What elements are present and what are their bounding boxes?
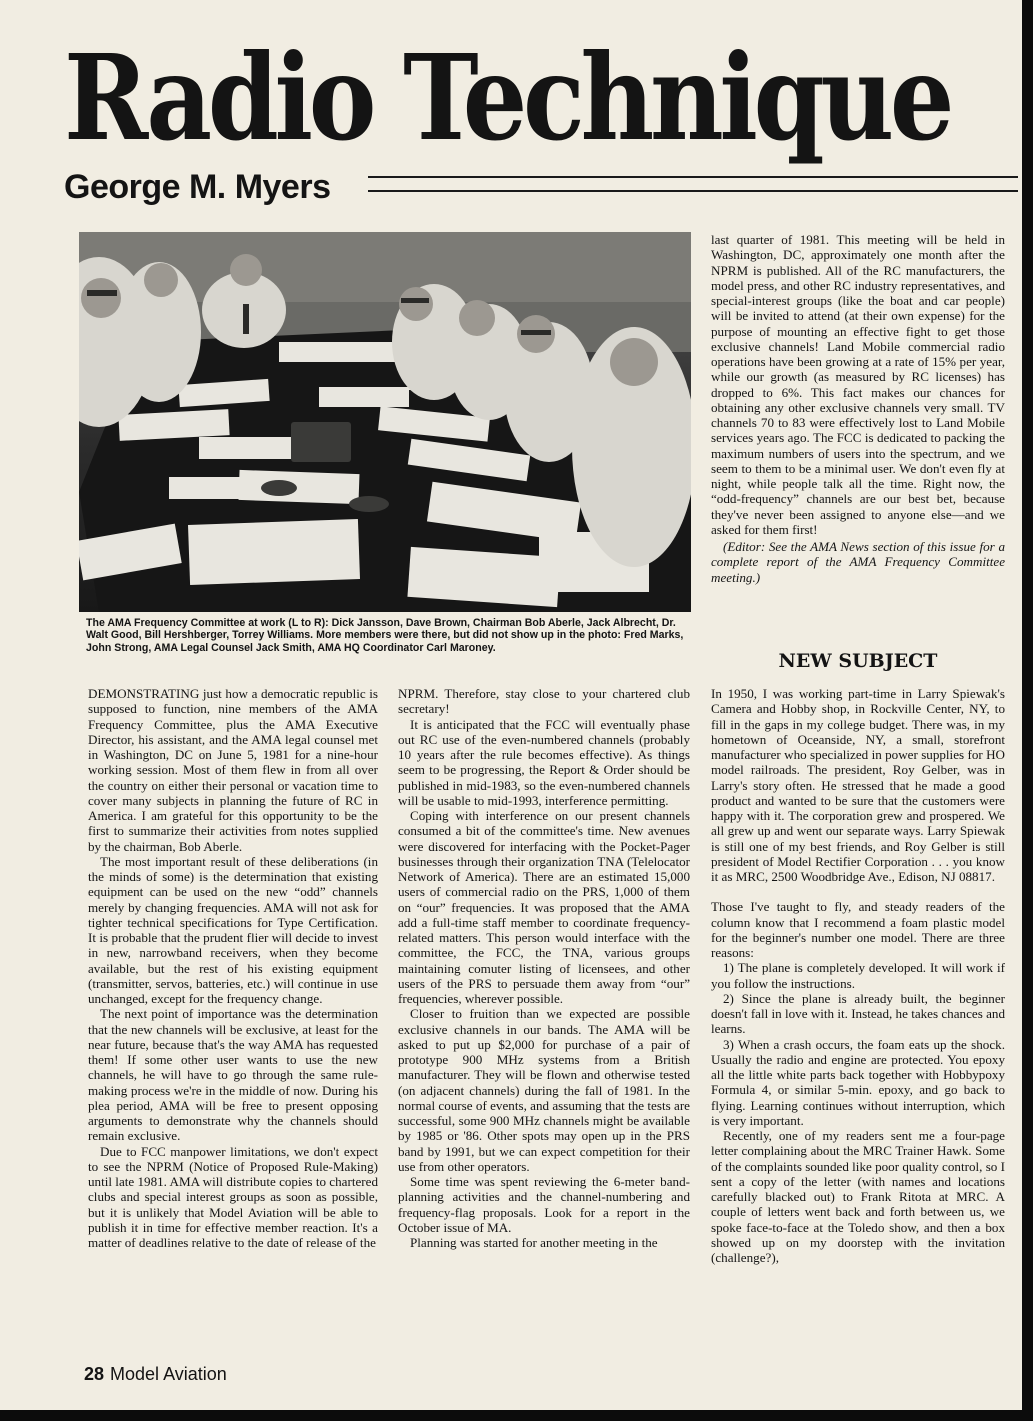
paragraph: Planning was started for another meeting in the <box>410 1235 658 1250</box>
paragraph: Those I've taught to fly, and steady readers of the column know that I recommend a foam plastic model for the beginner's number one model. There are three reasons: <box>711 899 1005 960</box>
list-item: 3) When a crash occurs, the foam eats up the shock. Usually the radio and engine are protected. You epoxy all the little white parts back together with Hobbypoxy Formula 4, or similar 5-min. epoxy, and go back to flying. Learning continues without interruption, which is very important. <box>711 1036 1005 1128</box>
paragraph: DEMONSTRATING just how a democratic republic is supposed to function, nine members of the AMA Frequency Committee, plus the AMA Executive Director, his assistant, and the AMA legal counsel met in Washington, DC on June 5, 1981 for a nine-hour working session. Most of them flew in from all over the country on either their personal or vacation time to cover many subjects in planning the future of RC in America. I am grateful for this opportunity to be the first to summarize their activities from notes supplied by the chairman, Bob Aberle. <box>88 686 378 854</box>
page-footer <box>84 1362 227 1386</box>
photo-caption: The AMA Frequency Committee at work (L to R): Dick Jansson, Dave Brown, Chairman Bob Aberle, Jack Albrecht, Dr. Walt Good, Bill Hershberger, Torrey Williams. More members were there, but did not show up in the photo: Fred Marks, John Strong, AMA Legal Counsel Jack Smith, AMA HQ Coordinator Carl Maroney. <box>86 617 684 654</box>
publication-name: Model Aviation <box>110 1364 227 1384</box>
paragraph: last quarter of 1981. This meeting will be held in Washington, DC, approximately one month after the NPRM is published. All of the RC manufacturers, the model press, and other RC industry representatives, and special-interest groups (like the boat and car people) will be invited to attend (at their own expense) for the purpose of mounting an effective fight to get those exclusive channels! Land Mobile commercial radio operations have been growing at a rate of 15% per year, while our growth (as measured by RC licenses) has dropped to 6%. This fact makes our chances for obtaining any other exclusive channels very small. TV channels 70 to 83 were effectively lost to Land Mobile services years ago. The FCC is dedicated to packing the maximum numbers of users into the spectrum, and we seem to them to be a minimal user. We don't even fly at night, while people talk all the time. Right now, the “odd-frequency” channels are our best bet, because they've never been assigned to anyone else—and we asked for them first! <box>711 232 1005 537</box>
byline-double-rule <box>368 176 1018 192</box>
author-byline: George M. Myers <box>64 168 331 206</box>
paragraph: In 1950, I was working part-time in Larry Spiewak's Camera and Hobby shop, in Rockville Center, NY, to fill in the gaps in my college budget. There was, in my hometown of Oceanside, NY, a small, storefront manufacturer who specialized in power supplies for HO model railroads. The president, Roy Gelber, was in Larry's story often. He stressed that he made a good product and wanted to be sure that the customers were happy with it. The corporation grew and prospered. We all grew up and went our separate ways. Larry Spiewak is still one of my best friends, and Roy Gelber is still president of Model Rectifier Corporation . . . you know it as MRC, 2500 Woodbridge Ave., Edison, NJ 08817. <box>711 686 1005 884</box>
paragraph: Recently, one of my readers sent me a four-page letter complaining about the MRC Trainer Hawk. Some of the complaints sounded like poor quality control, so I sent a copy of the letter (with names and locations carefully blacked out) to Frank Ritota at MRC. A couple of letters went back and forth between us, we spoke face-to-face at the Toledo show, and then a box showed up on my doorstep with the invitation (challenge?), <box>711 1128 1005 1265</box>
paragraph: The most important result of these deliberations (in the minds of some) is the determination that existing equipment can be used on the new “odd” channels merely by changing frequencies. AMA will not ask for tighter technical specifications for Type Certification. It is probable that the prudent flier will decide to invest in new, narrowband receivers, when they become available, but the rest of his existing equipment (transmitter, servos, batteries, etc.) will continue in use unchanged, except for the frequency change. <box>88 853 378 1006</box>
list-item: 1) The plane is completely developed. It will work if you follow the instructions. <box>711 960 1005 991</box>
page-number: 28 <box>84 1364 105 1384</box>
list-item: 2) Since the plane is already built, the beginner doesn't fall in love with it. Instead, he takes chances and learns. <box>711 990 1005 1037</box>
column-title: Radio Technique <box>64 28 951 167</box>
article-column-2 <box>398 686 690 1250</box>
editor-note: (Editor: See the AMA News section of this issue for a complete report of the AMA Frequency Committee meeting.) <box>711 539 1005 585</box>
article-column-3 <box>711 232 1005 585</box>
paragraph: The next point of importance was the determination that the new channels will be exclusive, at least for the near future, because that's the way AMA has requested them! If some other user wants to use the new channels, he will have to go through the same rule-making process we're in the middle of now. During his plea period, AMA will be free to present opposing arguments to demonstrate why the channels should remain exclusive. <box>88 1006 378 1144</box>
paragraph: Due to FCC manpower limitations, we don't expect to see the NPRM (Notice of Proposed Rule-Making) until late 1981. AMA will distribute copies to chartered clubs and special interest groups as soon as possible, but it is unlikely that Model Aviation will be able to publish it in time for effective member reaction. It's a matter of deadlines relative to the date of release of the <box>88 1143 378 1250</box>
paragraph: Coping with interference on our present channels consumed a bit of the committee's time. New avenues were discovered for interfacing with the Pocket-Pager businesses through their organization TNA (Telelocator Network of America). There are an estimated 15,000 users of commercial radio on the PRS, 1,000 of them on “our” frequencies. It was proposed that the AMA add a full-time staff member to coordinate frequency-related matters. This person would interface with the committee, the FCC, the TNA, various groups maintaining comuter listing of licensees, and other users of the PRS to persuade them away from “our” frequencies, wherever possible. <box>398 808 690 1006</box>
committee-photo <box>79 232 691 612</box>
paragraph: NPRM. Therefore, stay close to your chartered club secretary! <box>398 686 690 717</box>
paragraph: Closer to fruition than we expected are possible exclusive channels in our bands. The AMA will be asked to put up $2,000 for purchase of a pair of prototype 900 MHz systems from a British manufacturer. They will be flown and otherwise tested (on adjacent channels) during the fall of 1981. In the normal course of events, and assuming that the tests are successful, some 900 MHz channels might be available by 1985 or '86. Other spots may open up in the PRS band by 1991, but we can expect competition for their use from other operators. <box>398 1006 690 1174</box>
paragraph: Some time was spent reviewing the 6-meter band-planning activities and the channel-numbering and frequency-flag proposals. Look for a report in the October issue of MA. <box>398 1174 690 1235</box>
article-column-4 <box>711 686 1005 1265</box>
paragraph: It is anticipated that the FCC will eventually phase out RC use of the even-numbered channels (probably 10 years after the rule becomes effective). As things seem to be progressing, the Report & Order should be published in mid-1983, so the even-numbered channels will be usable to mid-1993, interference permitting. <box>398 716 690 808</box>
section-heading: NEW SUBJECT <box>778 650 938 672</box>
meeting-photo-illustration <box>79 232 691 612</box>
article-column-1 <box>88 686 378 1250</box>
